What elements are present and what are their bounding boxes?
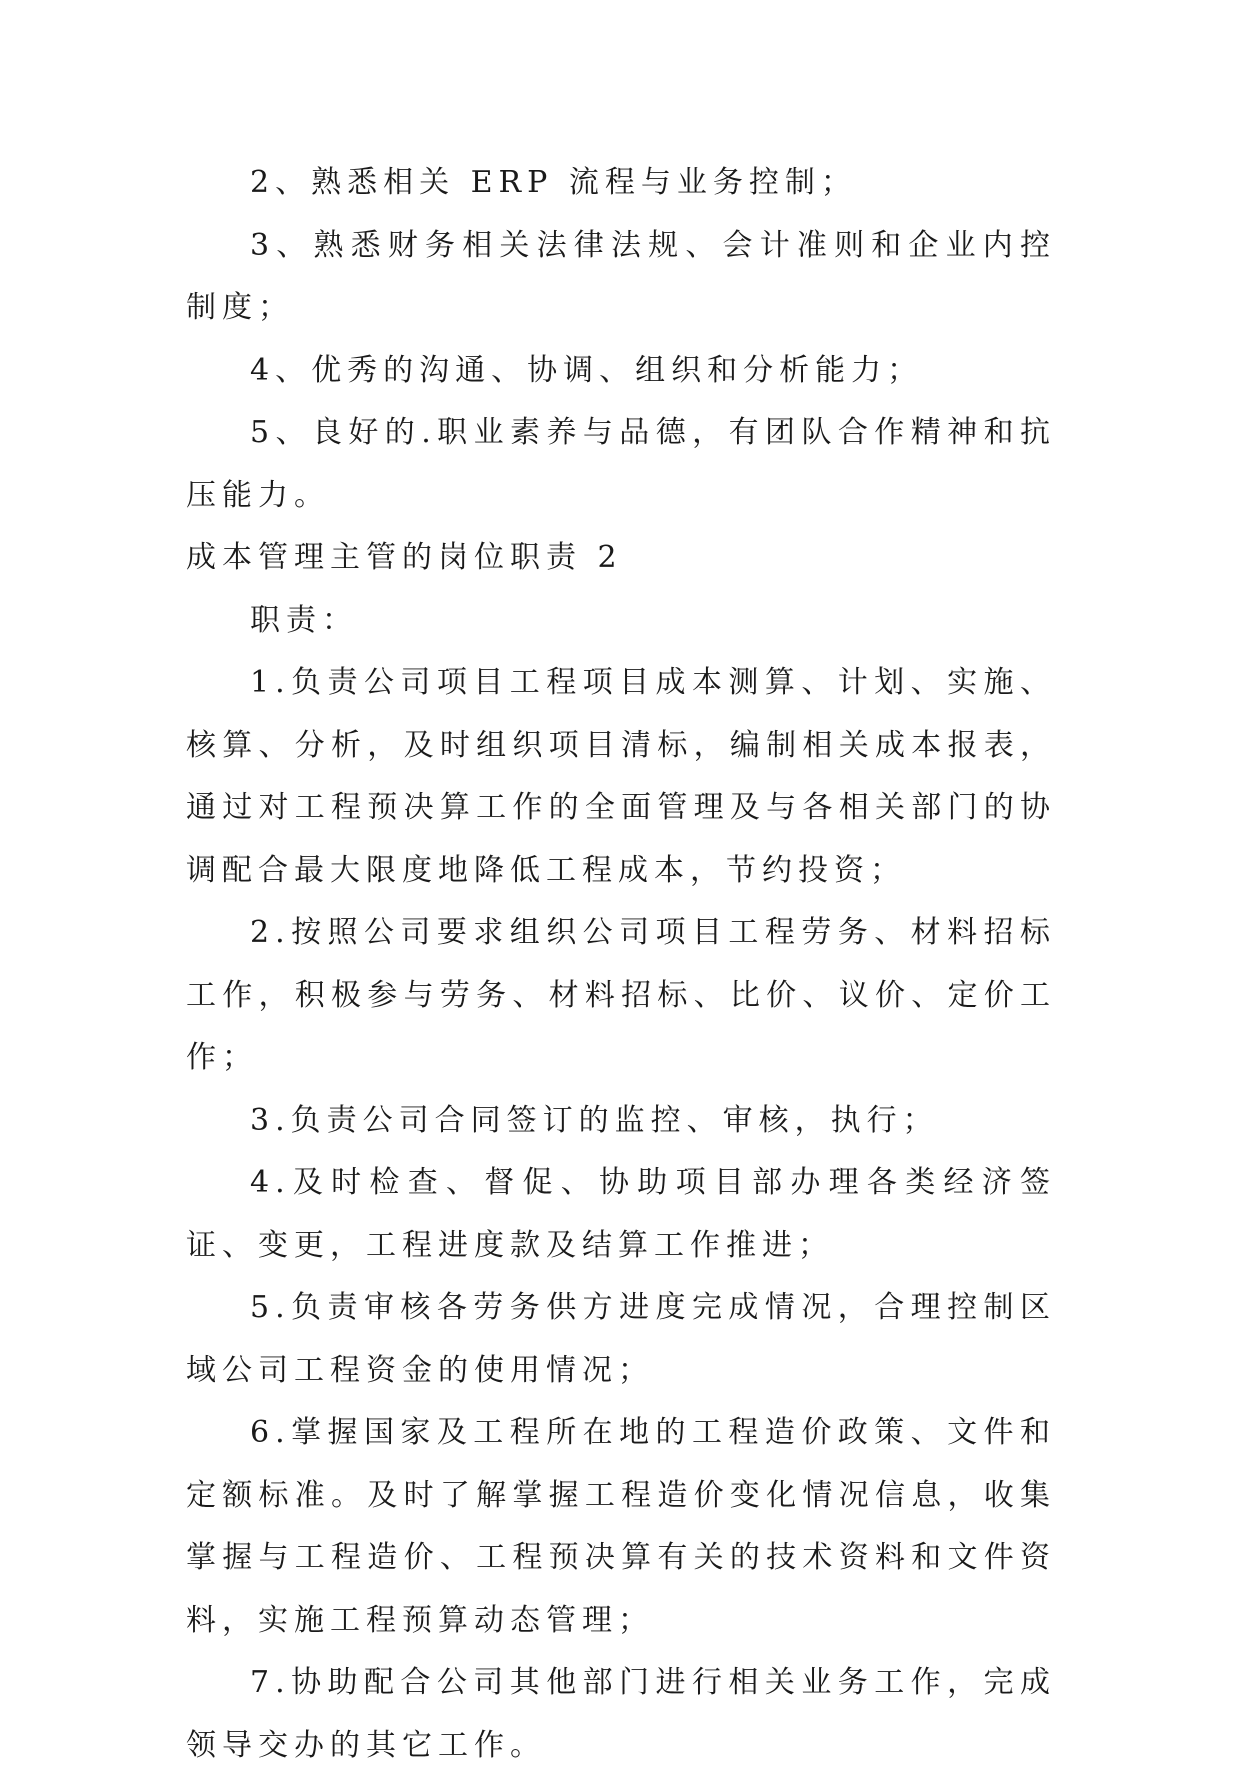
duty-item-1: 1.负责公司项目工程项目成本测算、计划、实施、核算、分析，及时组织项目清标，编制相关成本报表，通过对工程预决算工作的全面管理及与各相关部门的协调配合最大限度地降低工程成本，节约投资；: [186, 665, 1056, 888]
requirement-item-5: 5、良好的.职业素养与品德，有团队合作精神和抗压能力。: [186, 415, 1056, 513]
document-body: [186, 152, 1056, 1777]
duty-item-6: 6.掌握国家及工程所在地的工程造价政策、文件和定额标准。及时了解掌握工程造价变化情况信息，收集掌握与工程造价、工程预决算有关的技术资料和文件资料，实施工程预算动态管理；: [186, 1415, 1056, 1638]
duties-label: 职责：: [250, 602, 358, 638]
duty-item-7: 7.协助配合公司其他部门进行相关业务工作，完成领导交办的其它工作。: [186, 1665, 1056, 1763]
requirement-item-2: 2、熟悉相关 ERP 流程与业务控制；: [250, 165, 857, 200]
section-heading: 成本管理主管的岗位职责 2: [186, 540, 623, 575]
requirement-item-4: 4、优秀的沟通、协调、组织和分析能力；: [250, 352, 924, 388]
duty-item-3: 3.负责公司合同签订的监控、审核，执行；: [250, 1102, 939, 1138]
duty-item-2: 2.按照公司要求组织公司项目工程劳务、材料招标工作，积极参与劳务、材料招标、比价、议价、定价工作；: [186, 915, 1056, 1075]
duty-item-5: 5.负责审核各劳务供方进度完成情况，合理控制区域公司工程资金的使用情况；: [186, 1290, 1056, 1388]
requirement-item-3: 3、熟悉财务相关法律法规、会计准则和企业内控制度；: [186, 227, 1056, 325]
duty-item-4: 4.及时检查、督促、协助项目部办理各类经济签证、变更，工程进度款及结算工作推进；: [186, 1165, 1056, 1263]
